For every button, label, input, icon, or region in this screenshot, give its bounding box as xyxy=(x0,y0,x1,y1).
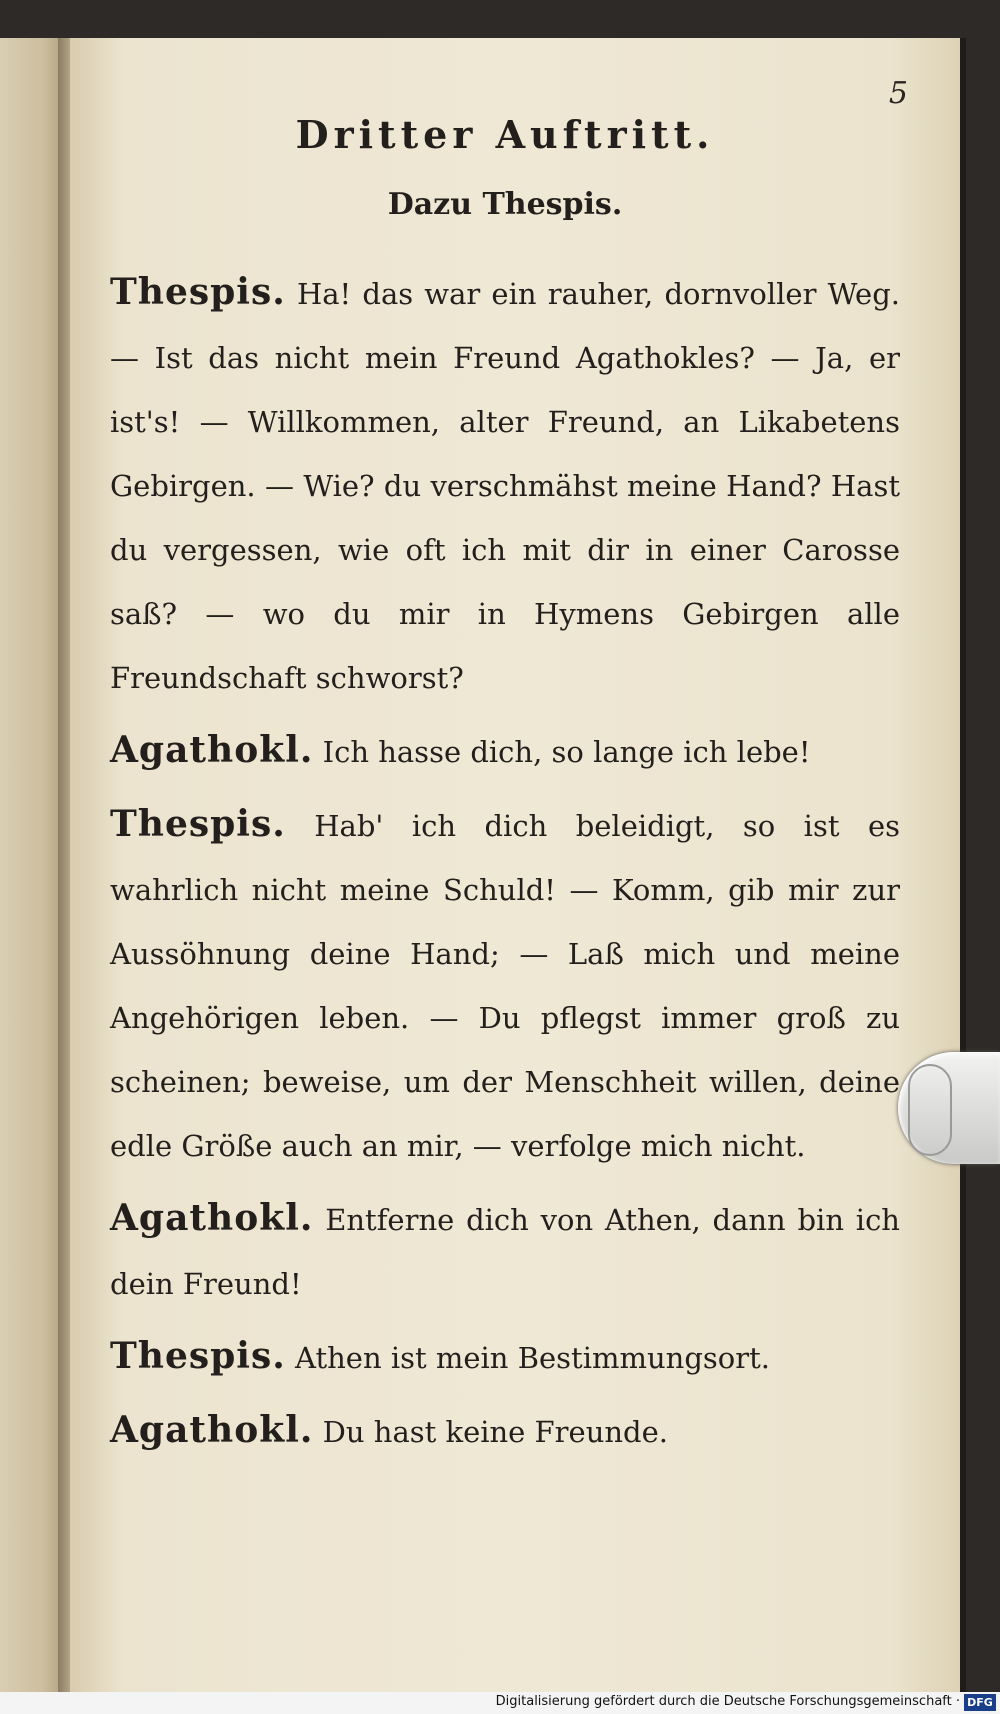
page-clip-bookmark xyxy=(898,1052,1000,1164)
dialogue-text: Athen ist mein Bestimmungsort. xyxy=(295,1341,770,1375)
speaker-name: Agathokl. xyxy=(110,1409,314,1451)
footer-bar xyxy=(0,1692,1000,1714)
dialogue-paragraph xyxy=(110,1324,900,1390)
speaker-name: Agathokl. xyxy=(110,1197,314,1239)
dfg-logo: DFG xyxy=(964,1694,996,1711)
dialogue-text: Entferne dich von Athen, dann bin ich dein Freund! xyxy=(110,1203,900,1301)
clip-loop xyxy=(908,1064,952,1156)
speaker-name: Thespis. xyxy=(110,1335,286,1377)
dialogue-text: Ich hasse dich, so lange ich lebe! xyxy=(322,735,811,769)
speaker-name: Thespis. xyxy=(110,803,286,845)
page-text xyxy=(110,112,900,1472)
dialogue-text: Du hast keine Freunde. xyxy=(322,1415,669,1449)
dialogue-paragraph xyxy=(110,1186,900,1316)
dialogue-text: Hab' ich dich beleidigt, so ist es wahrlich nicht meine Schuld! — Komm, gib mir zur Aussöhnung deine Hand; — Laß mich und meine Angehörigen leben. — Du pflegst immer groß zu scheinen; beweise, um der Menschheit willen, deine edle Größe auch an mir, — verfolge mich nicht. xyxy=(110,809,900,1163)
speaker-name: Thespis. xyxy=(110,271,286,313)
page-shadow xyxy=(960,38,966,1698)
dialogue-paragraph xyxy=(110,1398,900,1464)
dialogue-text: Ha! das war ein rauher, dornvoller Weg. — Ist das nicht mein Freund Agathokles? — Ja, er ist's! — Willkommen, alter Freund, an Likabetens Gebirgen. — Wie? du verschmähst meine Hand? Hast du vergessen, wie oft ich mit dir in einer Carosse saß? — wo du mir in Hymens Gebirgen alle Freundschaft schworst? xyxy=(110,277,900,695)
funding-credit: Digitalisierung gefördert durch die Deutsche Forschungsgemeinschaft · xyxy=(495,1694,960,1709)
scene-subheading: Dazu Thespis. xyxy=(387,187,623,222)
dialogue-paragraph xyxy=(110,792,900,1178)
dialogue-paragraph xyxy=(110,718,900,784)
scene-heading: Dritter Auftritt. xyxy=(295,112,715,157)
page-number: 5 xyxy=(888,76,908,111)
speaker-name: Agathokl. xyxy=(110,729,314,771)
dialogue-paragraph xyxy=(110,260,900,710)
